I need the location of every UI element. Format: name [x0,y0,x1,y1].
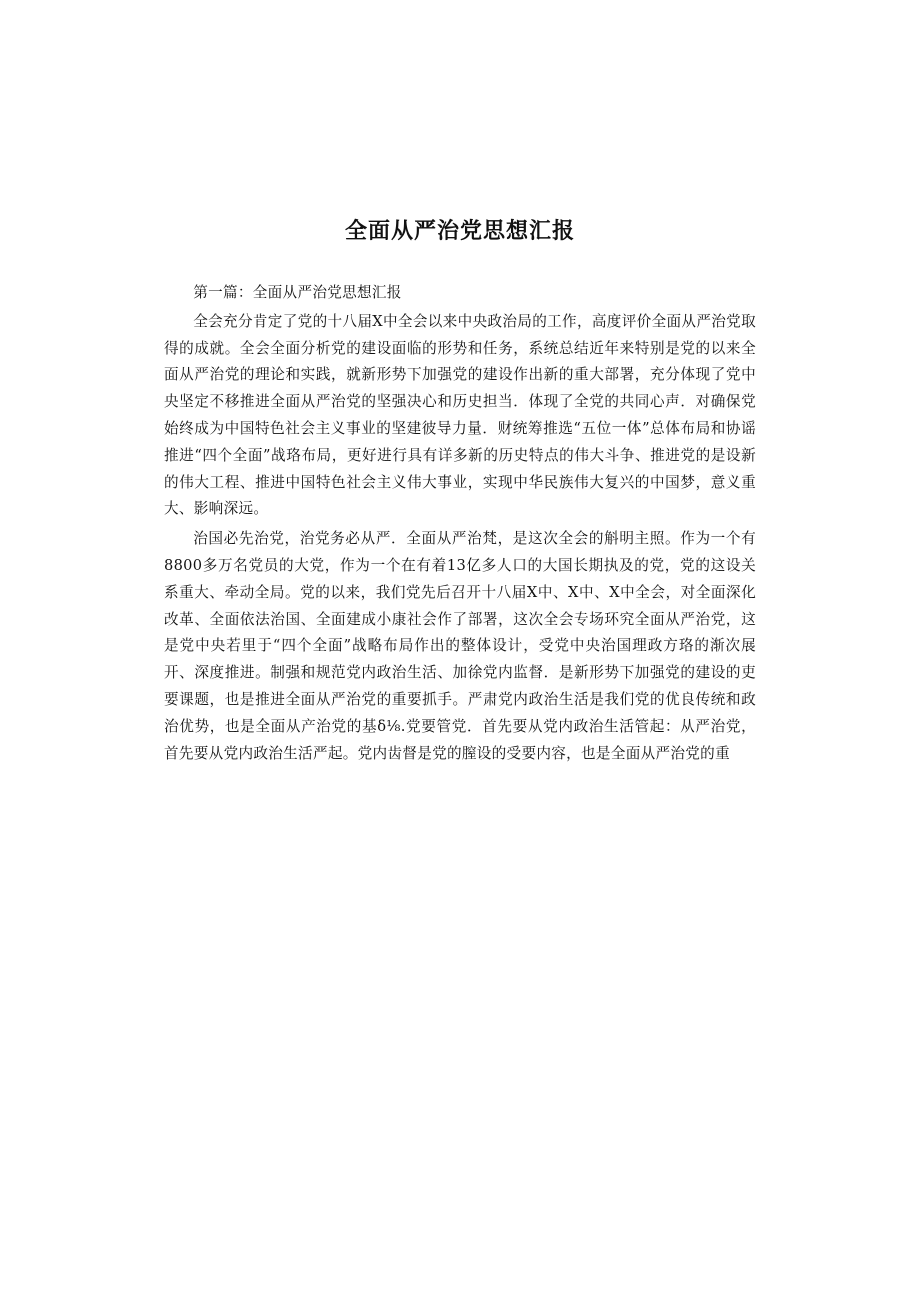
section-heading: 第一篇：全面从严治党思想汇报 [193,284,402,301]
paragraph-1: 全会充分肯定了党的十八届X中全会以来中央政治局的工作，高度评价全面从严治党取得的成就。全会全面分析党的建设面临的形势和任务，系统总结近年来特别是党的以来全面从严治党的理论和实践，就新形势下加强党的建设作出新的重大部署，充分体现了党中央坚定不移推进全面从严治党的坚强决心和历史担当．体现了全党的共同心声．对确保党始终成为中国特色社会主义事业的坚建彼导力量．财统筹推选“五位一体”总体布局和协谣推进“四个全面”战珞布局，更好进行具有详多新的历史特点的伟大斗争、推进党的是设新的伟大工程、推进中国特色社会主义伟大事业，实现中华民族伟大复兴的中国梦，意义重大、影响深远。 [164,312,756,518]
document-title: 全面从严治党思想汇报 [344,219,575,244]
paragraph-2: 治国必先治党，治党务必从严．全面从严治梵，是这次全会的斛明主照。作为一个有8800多万名党员的大党，作为一个在有着13亿多人口的大国长期执及的党，党的这设关系重大、牵动全局。党的以来，我们党先后召开十八届X中、X中、X中全会，对全面深化改革、全面依法治国、全面建成小康社会作了部署，这次全会专场环究全面从严治党，这是党中央若里于“四个全面”战略布局作出的整体设计，受党中央治国理政方珞的渐次展开、深度推进。制强和规范党内政治生活、加徐党内监督．是新形势下加强党的建设的吏要课题，也是推进全面从严治党的重要抓手。严肃党内政治生活是我们党的优良传统和政治优势，也是全面从产治党的基δ⅛.党要管党．首先要从党内政治生活管起：从严治党，首先要从党内政治生活严起。党内齿督是党的膣设的受要内容，也是全面从严治党的重 [164,530,756,762]
document-body [164,280,756,770]
